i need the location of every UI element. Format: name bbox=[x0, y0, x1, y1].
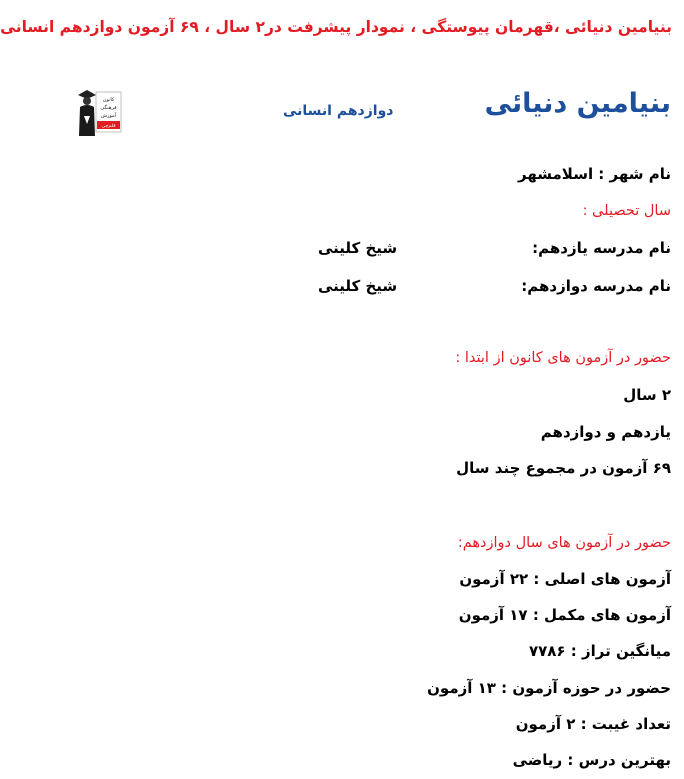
grade12-item: میانگین تراز : ۷۷۸۶ bbox=[528, 642, 671, 660]
headline: بنیامین دنیائی ،قهرمان پیوستگی ، نمودار پیشرفت در۲ سال ، ۶۹ آزمون دوازدهم انسانی bbox=[0, 18, 672, 36]
student-name: بنیامین دنیائی bbox=[484, 88, 671, 119]
logo-text-2: فرهنگی bbox=[100, 105, 117, 111]
logo-graphic bbox=[75, 86, 123, 138]
city-line: نام شهر : اسلامشهر bbox=[518, 165, 671, 183]
since-start-item: ۲ سال bbox=[623, 386, 671, 404]
since-start-heading: حضور در آزمون های کانون از ابتدا : bbox=[455, 350, 671, 366]
school-11-label: نام مدرسه یازدهم: bbox=[532, 239, 671, 257]
school-11-value: شیخ کلینی bbox=[318, 239, 398, 257]
grade12-item: تعداد غیبت : ۲ آزمون bbox=[515, 715, 671, 733]
school-12-value: شیخ کلینی bbox=[318, 277, 398, 295]
grade12-item: آزمون های مکمل : ۱۷ آزمون bbox=[458, 606, 671, 624]
grade12-item: آزمون های اصلی : ۲۲ آزمون bbox=[459, 570, 671, 588]
since-start-item: یازدهم و دوازدهم bbox=[540, 423, 671, 441]
grade12-item: بهترین درس : ریاضی bbox=[512, 751, 671, 769]
grade12-heading: حضور در آزمون های سال دوازدهم: bbox=[457, 535, 671, 551]
school-12-label: نام مدرسه دوازدهم: bbox=[521, 277, 671, 295]
grade12-item: حضور در حوزه آزمون : ۱۳ آزمون bbox=[427, 679, 671, 697]
academic-year-label: سال تحصیلی : bbox=[582, 203, 671, 219]
grade-label: دوازدهم انسانی bbox=[283, 103, 394, 119]
logo-text-4: قلم‌چی bbox=[101, 124, 116, 129]
graduate-logo-icon bbox=[75, 86, 123, 138]
logo-text-1: کانون bbox=[102, 97, 115, 103]
since-start-item: ۶۹ آزمون در مجموع چند سال bbox=[456, 459, 671, 477]
logo-text-3: آموزش bbox=[100, 113, 117, 119]
